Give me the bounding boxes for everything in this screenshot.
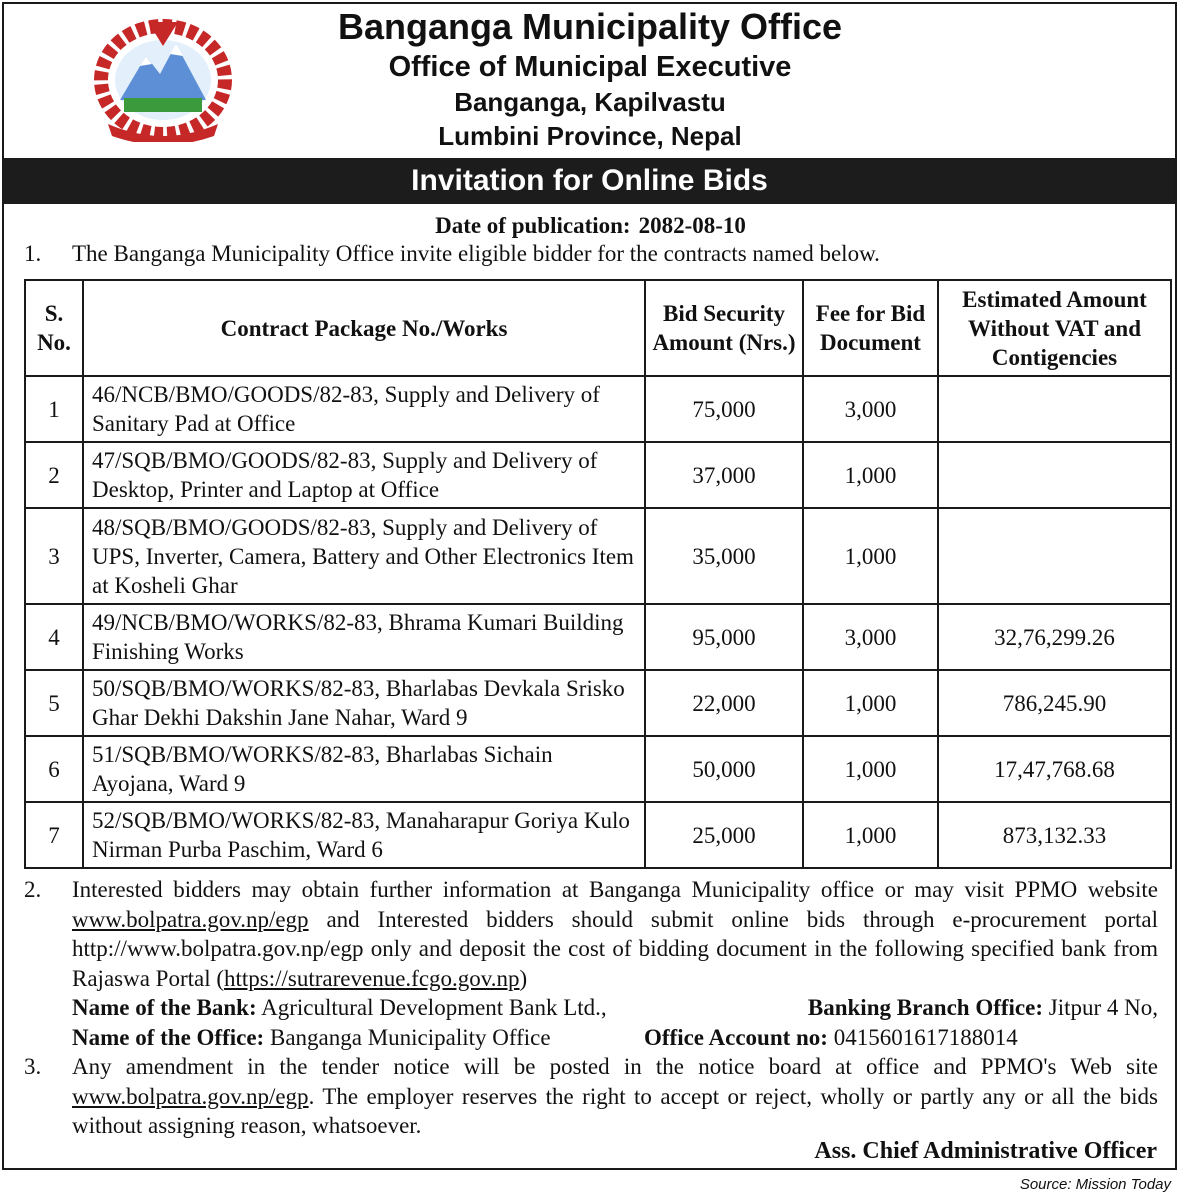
- cell-fee: 1,000: [803, 670, 938, 736]
- table-row: [25, 376, 1171, 442]
- cell-estimate: 786,245.90: [938, 670, 1171, 736]
- branch-label: Banking Branch Office:: [807, 995, 1043, 1020]
- cell-security: 35,000: [645, 508, 803, 604]
- cell-sn: 2: [25, 442, 83, 508]
- section-3-text-a: Any amendment in the tender notice will be posted in the notice board at office and PPMO's Web site: [72, 1054, 1158, 1079]
- cell-security: 75,000: [645, 376, 803, 442]
- cell-estimate: 873,132.33: [938, 802, 1171, 868]
- table-row: [25, 736, 1171, 802]
- sub-office-name: Office of Municipal Executive: [388, 51, 792, 83]
- cell-work: 46/NCB/BMO/GOODS/82-83, Supply and Delivery of Sanitary Pad at Office: [83, 376, 645, 442]
- cell-estimate: 17,47,768.68: [938, 736, 1171, 802]
- cell-work: 47/SQB/BMO/GOODS/82-83, Supply and Delivery of Desktop, Printer and Laptop at Office: [83, 442, 645, 508]
- section-2-text-c: ): [519, 965, 528, 991]
- cell-work: 52/SQB/BMO/WORKS/82-83, Manaharapur Goriya Kulo Nirman Purba Paschim, Ward 6: [83, 802, 645, 868]
- bank-value: Agricultural Development Bank Ltd.,: [261, 995, 607, 1020]
- section-2: [24, 875, 1158, 1052]
- nepal-coat-of-arms-icon: [88, 14, 238, 142]
- bids-table: [24, 279, 1172, 869]
- bank-label: Name of the Bank:: [72, 995, 257, 1020]
- cell-estimate: [938, 442, 1171, 508]
- cell-estimate: [938, 508, 1171, 604]
- cell-sn: 3: [25, 508, 83, 604]
- table-row: [25, 670, 1171, 736]
- section-3-text-b: . The employer reserves the right to accept or reject, wholly or partly any or all the bids without assigning reason, whatsoever.: [72, 1083, 1158, 1138]
- publication-date-value: 2082-08-10: [638, 213, 746, 238]
- table-row: [25, 802, 1171, 868]
- section-2-number: 2.: [24, 877, 42, 902]
- header-work: Contract Package No./Works: [83, 280, 645, 376]
- cell-fee: 1,000: [803, 802, 938, 868]
- cell-work: 49/NCB/BMO/WORKS/82-83, Bhrama Kumari Building Finishing Works: [83, 604, 645, 670]
- section-3-number: 3.: [24, 1054, 42, 1079]
- notice-title: Invitation for Online Bids: [4, 158, 1175, 204]
- cell-fee: 3,000: [803, 376, 938, 442]
- cell-work: 48/SQB/BMO/GOODS/82-83, Supply and Delivery of UPS, Inverter, Camera, Battery and Other Electronics Item at Kosheli Ghar: [83, 508, 645, 604]
- header-security: Bid Security Amount (Nrs.): [645, 280, 803, 376]
- cell-security: 25,000: [645, 802, 803, 868]
- table-row: [25, 604, 1171, 670]
- section-1: [24, 241, 880, 267]
- sutrarevenue-link[interactable]: https://sutrarevenue.fcgo.gov.np: [224, 965, 520, 991]
- account-value: 0415601617188014: [833, 1024, 1018, 1050]
- cell-sn: 1: [25, 376, 83, 442]
- cell-sn: 5: [25, 670, 83, 736]
- table-row: [25, 508, 1171, 604]
- signature-title: Ass. Chief Administrative Officer: [814, 1138, 1157, 1164]
- cell-security: 22,000: [645, 670, 803, 736]
- cell-estimate: [938, 376, 1171, 442]
- header-estimate: Estimated Amount Without VAT and Contigencies: [938, 280, 1171, 376]
- account-label: Office Account no:: [644, 1024, 828, 1050]
- header-sn: S. No.: [25, 280, 83, 376]
- cell-security: 95,000: [645, 604, 803, 670]
- location-line: Banganga, Kapilvastu: [454, 87, 726, 117]
- office-info-line: [72, 1023, 1158, 1053]
- bolpatra-link[interactable]: www.bolpatra.gov.np/egp: [72, 906, 309, 932]
- publication-date: [0, 213, 1181, 239]
- cell-work: 51/SQB/BMO/WORKS/82-83, Bharlabas Sichain Ayojana, Ward 9: [83, 736, 645, 802]
- cell-sn: 7: [25, 802, 83, 868]
- cell-fee: 3,000: [803, 604, 938, 670]
- cell-work: 50/SQB/BMO/WORKS/82-83, Bharlabas Devkala Srisko Ghar Dekhi Dakshin Jane Nahar, Ward 9: [83, 670, 645, 736]
- header-fee: Fee for Bid Document: [803, 280, 938, 376]
- cell-fee: 1,000: [803, 736, 938, 802]
- cell-fee: 1,000: [803, 442, 938, 508]
- source-credit: Source: Mission Today: [1019, 1176, 1171, 1193]
- section-1-text: The Banganga Municipality Office invite eligible bidder for the contracts named below.: [72, 241, 880, 266]
- branch-info: [808, 993, 1158, 1023]
- municipality-name: Banganga Municipality Office: [337, 6, 843, 47]
- cell-sn: 6: [25, 736, 83, 802]
- section-2-text-b: and Interested bidders should submit online bids through e-procurement portal http://www.bolpatra.gov.np/egp only and deposit the cost of bidding document in the following specified bank from Rajaswa Portal (: [72, 906, 1158, 991]
- cell-fee: 1,000: [803, 508, 938, 604]
- cell-sn: 4: [25, 604, 83, 670]
- bank-info-line: [72, 993, 1158, 1023]
- branch-value: Jitpur 4 No,: [1048, 995, 1158, 1020]
- section-3: [24, 1052, 1158, 1141]
- table-row: [25, 442, 1171, 508]
- account-info: [644, 1023, 1018, 1053]
- cell-security: 37,000: [645, 442, 803, 508]
- cell-estimate: 32,76,299.26: [938, 604, 1171, 670]
- province-line: Lumbini Province, Nepal: [438, 121, 742, 151]
- cell-security: 50,000: [645, 736, 803, 802]
- table-header-row: [25, 280, 1171, 376]
- bolpatra-link-2[interactable]: www.bolpatra.gov.np/egp: [72, 1083, 309, 1109]
- office-value: Banganga Municipality Office: [269, 1024, 551, 1050]
- section-1-number: 1.: [24, 241, 42, 266]
- section-2-text-a: Interested bidders may obtain further information at Banganga Municipality office or may visit PPMO website: [72, 877, 1158, 902]
- office-label: Name of the Office:: [72, 1024, 265, 1050]
- publication-date-label: Date of publication:: [435, 213, 631, 238]
